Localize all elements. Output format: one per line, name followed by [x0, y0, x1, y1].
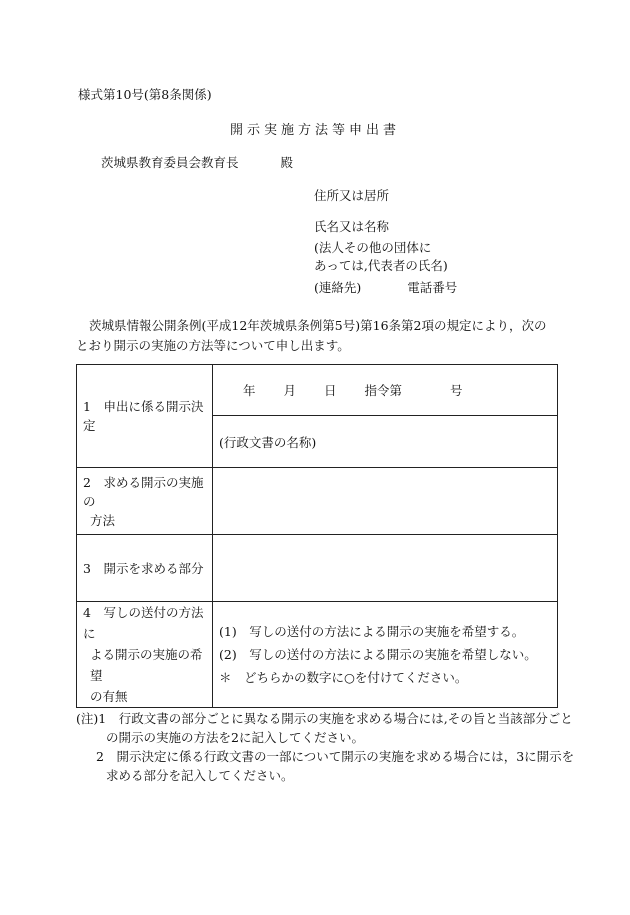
table-row: [77, 365, 558, 416]
form-number: 様式第10号(第8条関係): [78, 87, 212, 102]
option-2[interactable]: (2) 写しの送付の方法による開示の実施を希望しない。: [219, 647, 537, 662]
applicant-name-note-1: (法人その他の団体に: [314, 240, 432, 255]
body-text: 茨城県情報公開条例(平成12年茨城県条例第5号)第16条第2項の規定により，次のとおり開示の実施の方法等について申し出ます。: [76, 318, 547, 353]
row4-label-line3: の有無: [90, 689, 128, 704]
table-row: [77, 535, 558, 602]
page-title: 開示実施方法等申出書: [229, 123, 400, 138]
directive-label: 指令第: [364, 383, 403, 398]
row3-label: 3 開示を求める部分: [77, 535, 213, 602]
applicant-name-label: 氏名又は名称: [314, 219, 390, 234]
table-row: [77, 468, 558, 535]
option-1[interactable]: (1) 写しの送付の方法による開示の実施を希望する。: [219, 624, 525, 639]
disclosure-part-field[interactable]: [213, 535, 558, 602]
note-2: [76, 747, 575, 785]
disclosure-method-field[interactable]: [213, 468, 558, 535]
note-prefix: (注)1: [76, 711, 107, 726]
applicant-name-note-2: あっては,代表者の氏名): [314, 258, 448, 273]
date-day: 日: [324, 383, 337, 398]
applicant-address-label: 住所又は居所: [314, 188, 390, 203]
notes: [76, 709, 575, 785]
phone-label: 電話番号: [407, 280, 458, 295]
application-table: [76, 364, 558, 708]
decision-date-field[interactable]: [213, 365, 558, 416]
row2-label: [77, 468, 213, 535]
number-label: 号: [450, 383, 463, 398]
row4-label-line2: よる開示の実施の希望: [90, 647, 203, 683]
addressee-honorific: 殿: [280, 155, 294, 170]
row2-label-line1: 2 求める開示の実施の: [83, 474, 204, 509]
date-year: 年: [243, 383, 256, 398]
date-month: 月: [283, 383, 297, 398]
row1-label: 1 申出に係る開示決定: [77, 365, 213, 468]
decision-date-line: [219, 381, 551, 399]
note-1: [76, 709, 573, 747]
table-row: [77, 602, 558, 708]
doc-name-field[interactable]: [213, 416, 558, 468]
copy-delivery-options: [213, 602, 558, 708]
note1-line1: 行政文書の部分ごとに異なる開示の実施を求める場合には,その旨と当該部分ごと: [118, 711, 573, 726]
applicant-contact: [314, 278, 457, 296]
row4-label: [77, 602, 213, 708]
addressee-name: 茨城県教育委員会教育長: [101, 155, 239, 170]
contact-label: (連絡先): [314, 280, 362, 295]
note2-num: 2: [96, 749, 104, 764]
row2-label-line2: 方法: [90, 512, 116, 528]
doc-name-label: (行政文書の名称): [219, 434, 317, 450]
option-instruction: ＊ どちらかの数字に○を付けてください。: [219, 670, 468, 685]
note2-line1: 開示決定に係る行政文書の一部について開示の実施を求める場合には，3に開示を: [116, 749, 575, 764]
row4-label-line1: 4 写しの送付の方法に: [83, 605, 204, 641]
addressee: [101, 153, 293, 171]
note2-line2: 求める部分を記入してください。: [106, 768, 294, 783]
note1-line2: の開示の実施の方法を2に記入してください。: [106, 730, 364, 745]
